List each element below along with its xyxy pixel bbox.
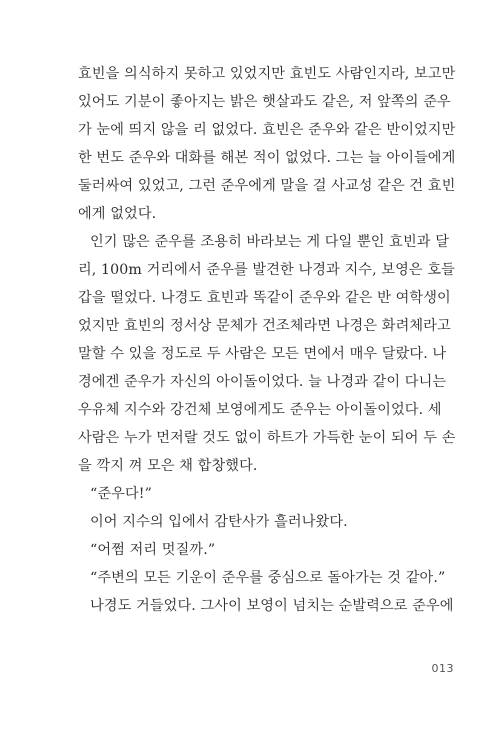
text-line: 말할 수 있을 정도로 두 사람은 모든 면에서 매우 달랐다. 나 [78,346,447,362]
text-line: 었지만 효빈의 정서상 문체가 건조체라면 나경은 화려체라고 [78,318,451,334]
text-line: 경에겐 준우가 자신의 아이돌이었다. 늘 나경과 같이 다니는 [78,374,447,390]
text-line: 효빈을 의식하지 못하고 있었지만 효빈도 사람인지라, 보고만 [78,66,456,82]
text-line: 우유체 지수와 강건체 보영에게도 준우는 아이돌이었다. 세 [78,402,442,418]
text-line: 가 눈에 띄지 않을 리 없었다. 효빈은 준우와 같은 반이었지만 [78,122,456,138]
dialogue-line: “준우다!” [90,486,152,502]
text-line: 둘러싸여 있었고, 그런 준우에게 말을 걸 사교성 같은 건 효빈 [78,178,456,194]
text-line: 나경도 거들었다. 그사이 보영이 넘치는 순발력으로 준우에 [90,598,454,614]
text-line: 에게 없었다. [78,206,157,222]
dialogue-line: “어쩜 저리 멋질까.” [90,542,216,558]
text-line: 을 깍지 껴 모은 채 합창했다. [78,458,258,474]
page-number: 013 [431,662,454,675]
dialogue-line: “주변의 모든 기운이 준우를 중심으로 돌아가는 것 같아.” [90,570,446,586]
text-line: 이어 지수의 입에서 감탄사가 흘러나왔다. [90,514,348,530]
text-line: 있어도 기분이 좋아지는 밝은 햇살과도 같은, 저 앞쪽의 준우 [78,94,451,110]
text-line: 리, 100m 거리에서 준우를 발견한 나경과 지수, 보영은 호들 [78,262,455,278]
text-line: 한 번도 준우와 대화를 해본 적이 없었다. 그는 늘 아이들에게 [78,150,456,166]
text-line: 갑을 떨었다. 나경도 효빈과 똑같이 준우와 같은 반 여학생이 [78,290,451,306]
text-line: 사람은 누가 먼저랄 것도 없이 하트가 가득한 눈이 되어 두 손 [78,430,456,446]
text-line: 인기 많은 준우를 조용히 바라보는 게 다일 뿐인 효빈과 달 [90,234,450,250]
